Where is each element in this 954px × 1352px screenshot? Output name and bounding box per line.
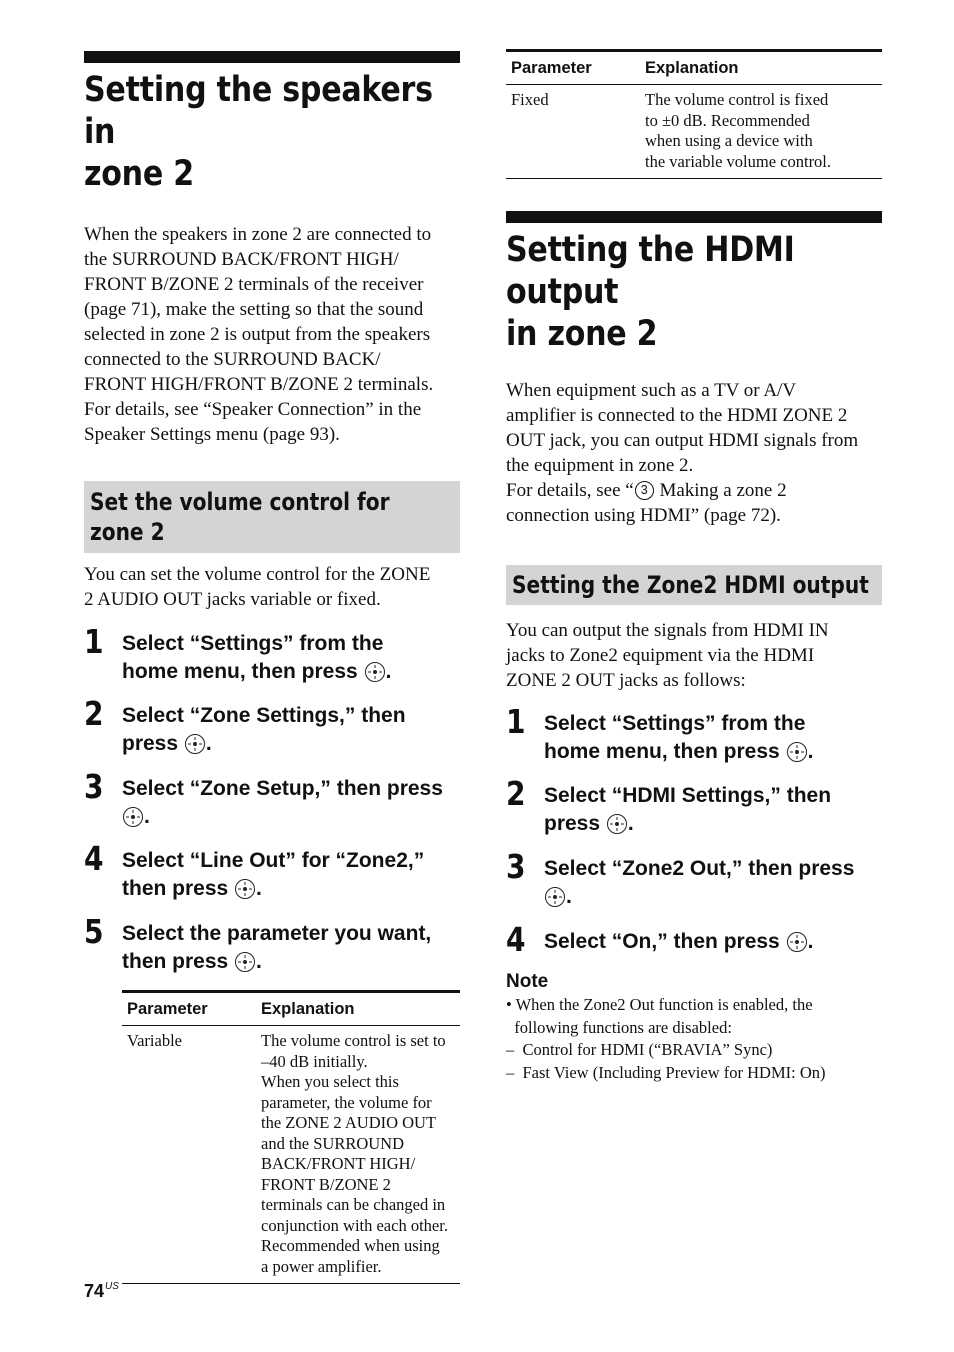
enter-button-icon <box>123 807 143 827</box>
step-number: 3 <box>506 847 526 886</box>
table-cell-explanation <box>256 1026 460 1284</box>
text-line: You can set the volume control for the ZONE <box>84 564 431 585</box>
table-row <box>506 85 882 179</box>
step-period: . <box>256 950 262 973</box>
text-line: the SURROUND BACK/FRONT HIGH/ <box>84 249 399 270</box>
step-text: Select “Zone2 Out,” then press <box>544 857 855 880</box>
subheading-line: Set the volume control for <box>90 488 390 516</box>
text-line: terminals can be changed in <box>261 1195 446 1214</box>
left-column <box>84 51 460 1284</box>
text-line: BACK/FRONT HIGH/ <box>261 1154 416 1173</box>
table-cell-parameter: Variable <box>122 1026 256 1284</box>
text-line: OUT jack, you can output HDMI signals from <box>506 430 859 451</box>
subheading-line: Setting the Zone2 HDMI output <box>512 571 869 599</box>
sub-intro-paragraph <box>506 618 882 693</box>
step-text: Select “HDMI Settings,” then <box>544 784 832 807</box>
section-heading-hdmi <box>506 211 882 355</box>
note-line: – Fast View (Including Preview for HDMI: On) <box>506 1062 826 1082</box>
section-heading-speakers <box>84 51 460 195</box>
step-4 <box>506 920 882 959</box>
subheading-line: zone 2 <box>90 518 165 546</box>
intro-paragraph <box>506 378 882 528</box>
heading-line: Setting the HDMI output <box>506 230 795 312</box>
text-line: parameter, the volume for <box>261 1092 432 1112</box>
step-3 <box>84 767 460 831</box>
step-text: Select “On,” then press <box>544 930 780 953</box>
page-region-suffix: US <box>105 1281 119 1292</box>
step-text: press <box>544 812 601 835</box>
step-period: . <box>627 812 634 835</box>
step-number: 1 <box>506 702 526 741</box>
text-line: The volume control is set to <box>261 1031 446 1050</box>
subheading-zone2-hdmi <box>506 565 882 605</box>
step-text: Select “Zone Settings,” then <box>122 704 406 727</box>
step-text: home menu, then press <box>122 660 358 683</box>
step-text: Select the parameter you want, <box>122 922 432 945</box>
text-line: The volume control is fixed <box>645 90 829 109</box>
step-2 <box>84 694 460 758</box>
circled-number-icon: 3 <box>635 481 654 500</box>
note-title: Note <box>506 971 549 992</box>
text-line: connection using HDMI” (page 72). <box>506 505 781 526</box>
step-2 <box>506 774 882 838</box>
step-text: then press <box>122 877 229 900</box>
text-line: amplifier is connected to the HDMI ZONE 2 <box>506 405 848 426</box>
heading-line: zone 2 <box>84 154 194 194</box>
table-row <box>122 1026 460 1284</box>
enter-button-icon <box>365 662 385 682</box>
text-line: FRONT B/ZONE 2 terminals of the receiver <box>84 274 424 295</box>
step-number: 1 <box>84 622 104 661</box>
step-1 <box>84 622 460 686</box>
page-number <box>84 1281 119 1302</box>
subheading-volume-control <box>84 481 460 553</box>
step-number: 4 <box>84 839 104 878</box>
text-line: When you select this <box>261 1072 399 1091</box>
step-period: . <box>807 930 814 953</box>
text-line: jacks to Zone2 equipment via the HDMI <box>506 645 815 666</box>
step-text: home menu, then press <box>544 740 780 763</box>
text-line: FRONT HIGH/FRONT B/ZONE 2 terminals. <box>84 374 434 395</box>
right-column <box>506 49 882 1084</box>
step-3 <box>506 847 882 911</box>
text-line: a power amplifier. <box>261 1256 382 1276</box>
step-number: 2 <box>84 694 104 733</box>
step-period: . <box>566 885 572 908</box>
enter-button-icon <box>607 814 627 834</box>
text-line: When the speakers in zone 2 are connected to <box>84 224 432 245</box>
note-line: following functions are disabled: <box>506 1017 732 1037</box>
step-text: Select “Settings” from the <box>122 632 384 655</box>
table-header-parameter: Parameter <box>506 51 640 85</box>
text-line: ZONE 2 OUT jacks as follows: <box>506 670 746 691</box>
details-line <box>506 478 882 503</box>
text-line: FRONT B/ZONE 2 <box>261 1174 391 1194</box>
table-cell-explanation <box>640 85 882 179</box>
step-period: . <box>256 877 262 900</box>
enter-button-icon <box>787 742 807 762</box>
text-line: the variable volume control. <box>645 151 832 171</box>
text-line: (page 71), make the setting so that the sound <box>84 299 424 320</box>
step-4 <box>84 839 460 903</box>
text-line: and the SURROUND <box>261 1133 404 1153</box>
text-line: Recommended when using <box>261 1236 440 1255</box>
note-line: – Control for HDMI (“BRAVIA” Sync) <box>506 1040 773 1059</box>
parameter-table-wrap <box>122 990 460 1284</box>
sub-intro-paragraph <box>84 562 460 612</box>
step-number: 4 <box>506 920 526 959</box>
enter-button-icon <box>235 879 255 899</box>
text-line: 2 AUDIO OUT jacks variable or fixed. <box>84 589 381 610</box>
step-period: . <box>144 805 150 828</box>
text-line: –40 dB initially. <box>261 1051 368 1071</box>
text-span: Making a zone 2 <box>654 480 787 501</box>
table-cell-parameter: Fixed <box>506 85 640 179</box>
table-header-explanation: Explanation <box>256 992 460 1026</box>
text-line: the equipment in zone 2. <box>506 455 694 476</box>
note-line: • When the Zone2 Out function is enabled, the <box>506 995 813 1014</box>
step-1 <box>506 702 882 766</box>
text-line: the ZONE 2 AUDIO OUT <box>261 1113 437 1132</box>
table-header-parameter: Parameter <box>122 992 256 1026</box>
text-line: Speaker Settings menu (page 93). <box>84 424 340 445</box>
text-line: conjunction with each other. <box>261 1215 448 1235</box>
text-span: For details, see “ <box>506 480 634 501</box>
step-period: . <box>385 660 392 683</box>
step-text: then press <box>122 950 229 973</box>
text-line: You can output the signals from HDMI IN <box>506 620 829 641</box>
intro-paragraph <box>84 222 460 447</box>
text-line: when using a device with <box>645 131 813 150</box>
step-number: 5 <box>84 912 104 951</box>
step-period: . <box>205 732 212 755</box>
text-line: to ±0 dB. Recommended <box>645 110 810 130</box>
step-text: press <box>122 732 179 755</box>
text-line: For details, see “Speaker Connection” in the <box>84 399 422 420</box>
note-block <box>506 970 882 1084</box>
enter-button-icon <box>787 932 807 952</box>
enter-button-icon <box>235 952 255 972</box>
parameter-table-fixed <box>506 49 882 179</box>
text-line: connected to the SURROUND BACK/ <box>84 349 381 370</box>
enter-button-icon <box>185 734 205 754</box>
text-line: When equipment such as a TV or A/V <box>506 380 797 401</box>
text-line: selected in zone 2 is output from the speakers <box>84 324 431 345</box>
table-header-explanation: Explanation <box>640 51 882 85</box>
step-number: 3 <box>84 767 104 806</box>
heading-line: Setting the speakers in <box>84 70 433 152</box>
page-number-value: 74 <box>84 1281 105 1301</box>
step-number: 2 <box>506 774 526 813</box>
enter-button-icon <box>545 887 565 907</box>
step-text: Select “Zone Setup,” then press <box>122 777 443 800</box>
step-period: . <box>807 740 814 763</box>
parameter-table-variable <box>122 990 460 1284</box>
step-text: Select “Settings” from the <box>544 712 806 735</box>
heading-line: in zone 2 <box>506 314 658 354</box>
step-5 <box>84 912 460 976</box>
step-text: Select “Line Out” for “Zone2,” <box>122 849 425 872</box>
